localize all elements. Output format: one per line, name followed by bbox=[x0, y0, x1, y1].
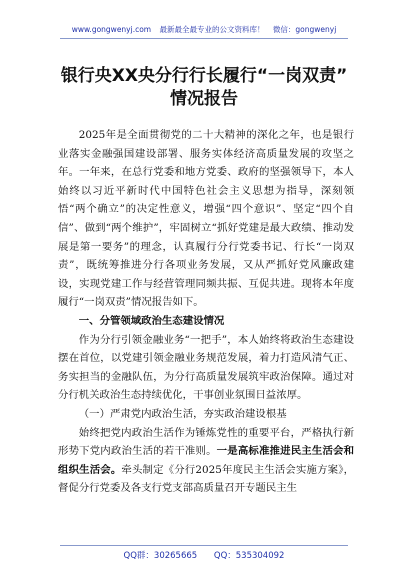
paragraph-party-life-bold: 一是高标准推进民主生活会和组织生活会。 bbox=[58, 445, 354, 476]
subsection-heading-1: （一）严肃党内政治生活，夯实政治建设根基 bbox=[78, 407, 287, 420]
footer-divider bbox=[60, 545, 348, 546]
header-slogan: 最新最全最专业的公文资料库！ bbox=[159, 25, 265, 34]
title-line-1: 银行央XX央分行行长履行“一岗双责” bbox=[60, 66, 348, 86]
footer-qq: QQ：535304092 bbox=[213, 551, 285, 561]
paragraph-party-life-end: 牵头制定《分行2025年度民主生活会实施方案》，督促分行党委及各支行党支部高质量召开专题民主生 bbox=[58, 463, 354, 495]
paragraph-party-life bbox=[58, 424, 354, 498]
header-wechat: 微信：gongwenyj bbox=[272, 25, 337, 34]
section-heading-1: 一、分管领域政治生态建设情况 bbox=[78, 314, 225, 327]
page-footer bbox=[0, 549, 408, 561]
document-title bbox=[40, 65, 368, 111]
header-divider bbox=[60, 38, 348, 39]
paragraph-intro: 2025年是全面贯彻党的二十大精神的深化之年，也是银行业落实金融强国建设部署、服务实体经济高质量发展的攻坚之年。一年来，在总行党委和地方党委、政府的坚强领导下，本人始终以习近平新时代中国特色社会主义思想为指导，深刻领悟“两个确立”的决定性意义，增强“四个意识”、坚定“四个自信”、做到“两个维护”，牢固树立“抓好党建是最大政绩、推动发展是第一要务”的理念，认真履行分行党委书记、行长“一岗双责”，既统筹推进分行各项业务发展，又从严抓好党风廉政建设，实现党建工作与经营管理同频共振、互促共进。现将本年度履行“一岗双责”情况报告如下。 bbox=[58, 129, 354, 309]
paragraph-party-life-start: 始终把党内政治生活作为锤炼党性的重要平台，严格执行新形势下党内政治生活的若干准则。 bbox=[58, 426, 354, 458]
document-body bbox=[58, 126, 354, 498]
title-line-2: 情况报告 bbox=[170, 89, 238, 109]
page-header bbox=[0, 24, 408, 35]
paragraph-political-ecology: 作为分行引领金融业务“一把手”，本人始终将政治生态建设摆在首位，以党建引领金融业务规范发展，着力打造风清气正、务实担当的金融队伍，为分行高质量发展筑牢政治保障。通过对分行机关政治生态持续优化，干事创业氛围日益浓厚。 bbox=[58, 333, 354, 402]
header-site: www.gongwenyj.com bbox=[71, 25, 152, 34]
footer-qq-group: QQ群：30265665 bbox=[123, 551, 198, 561]
